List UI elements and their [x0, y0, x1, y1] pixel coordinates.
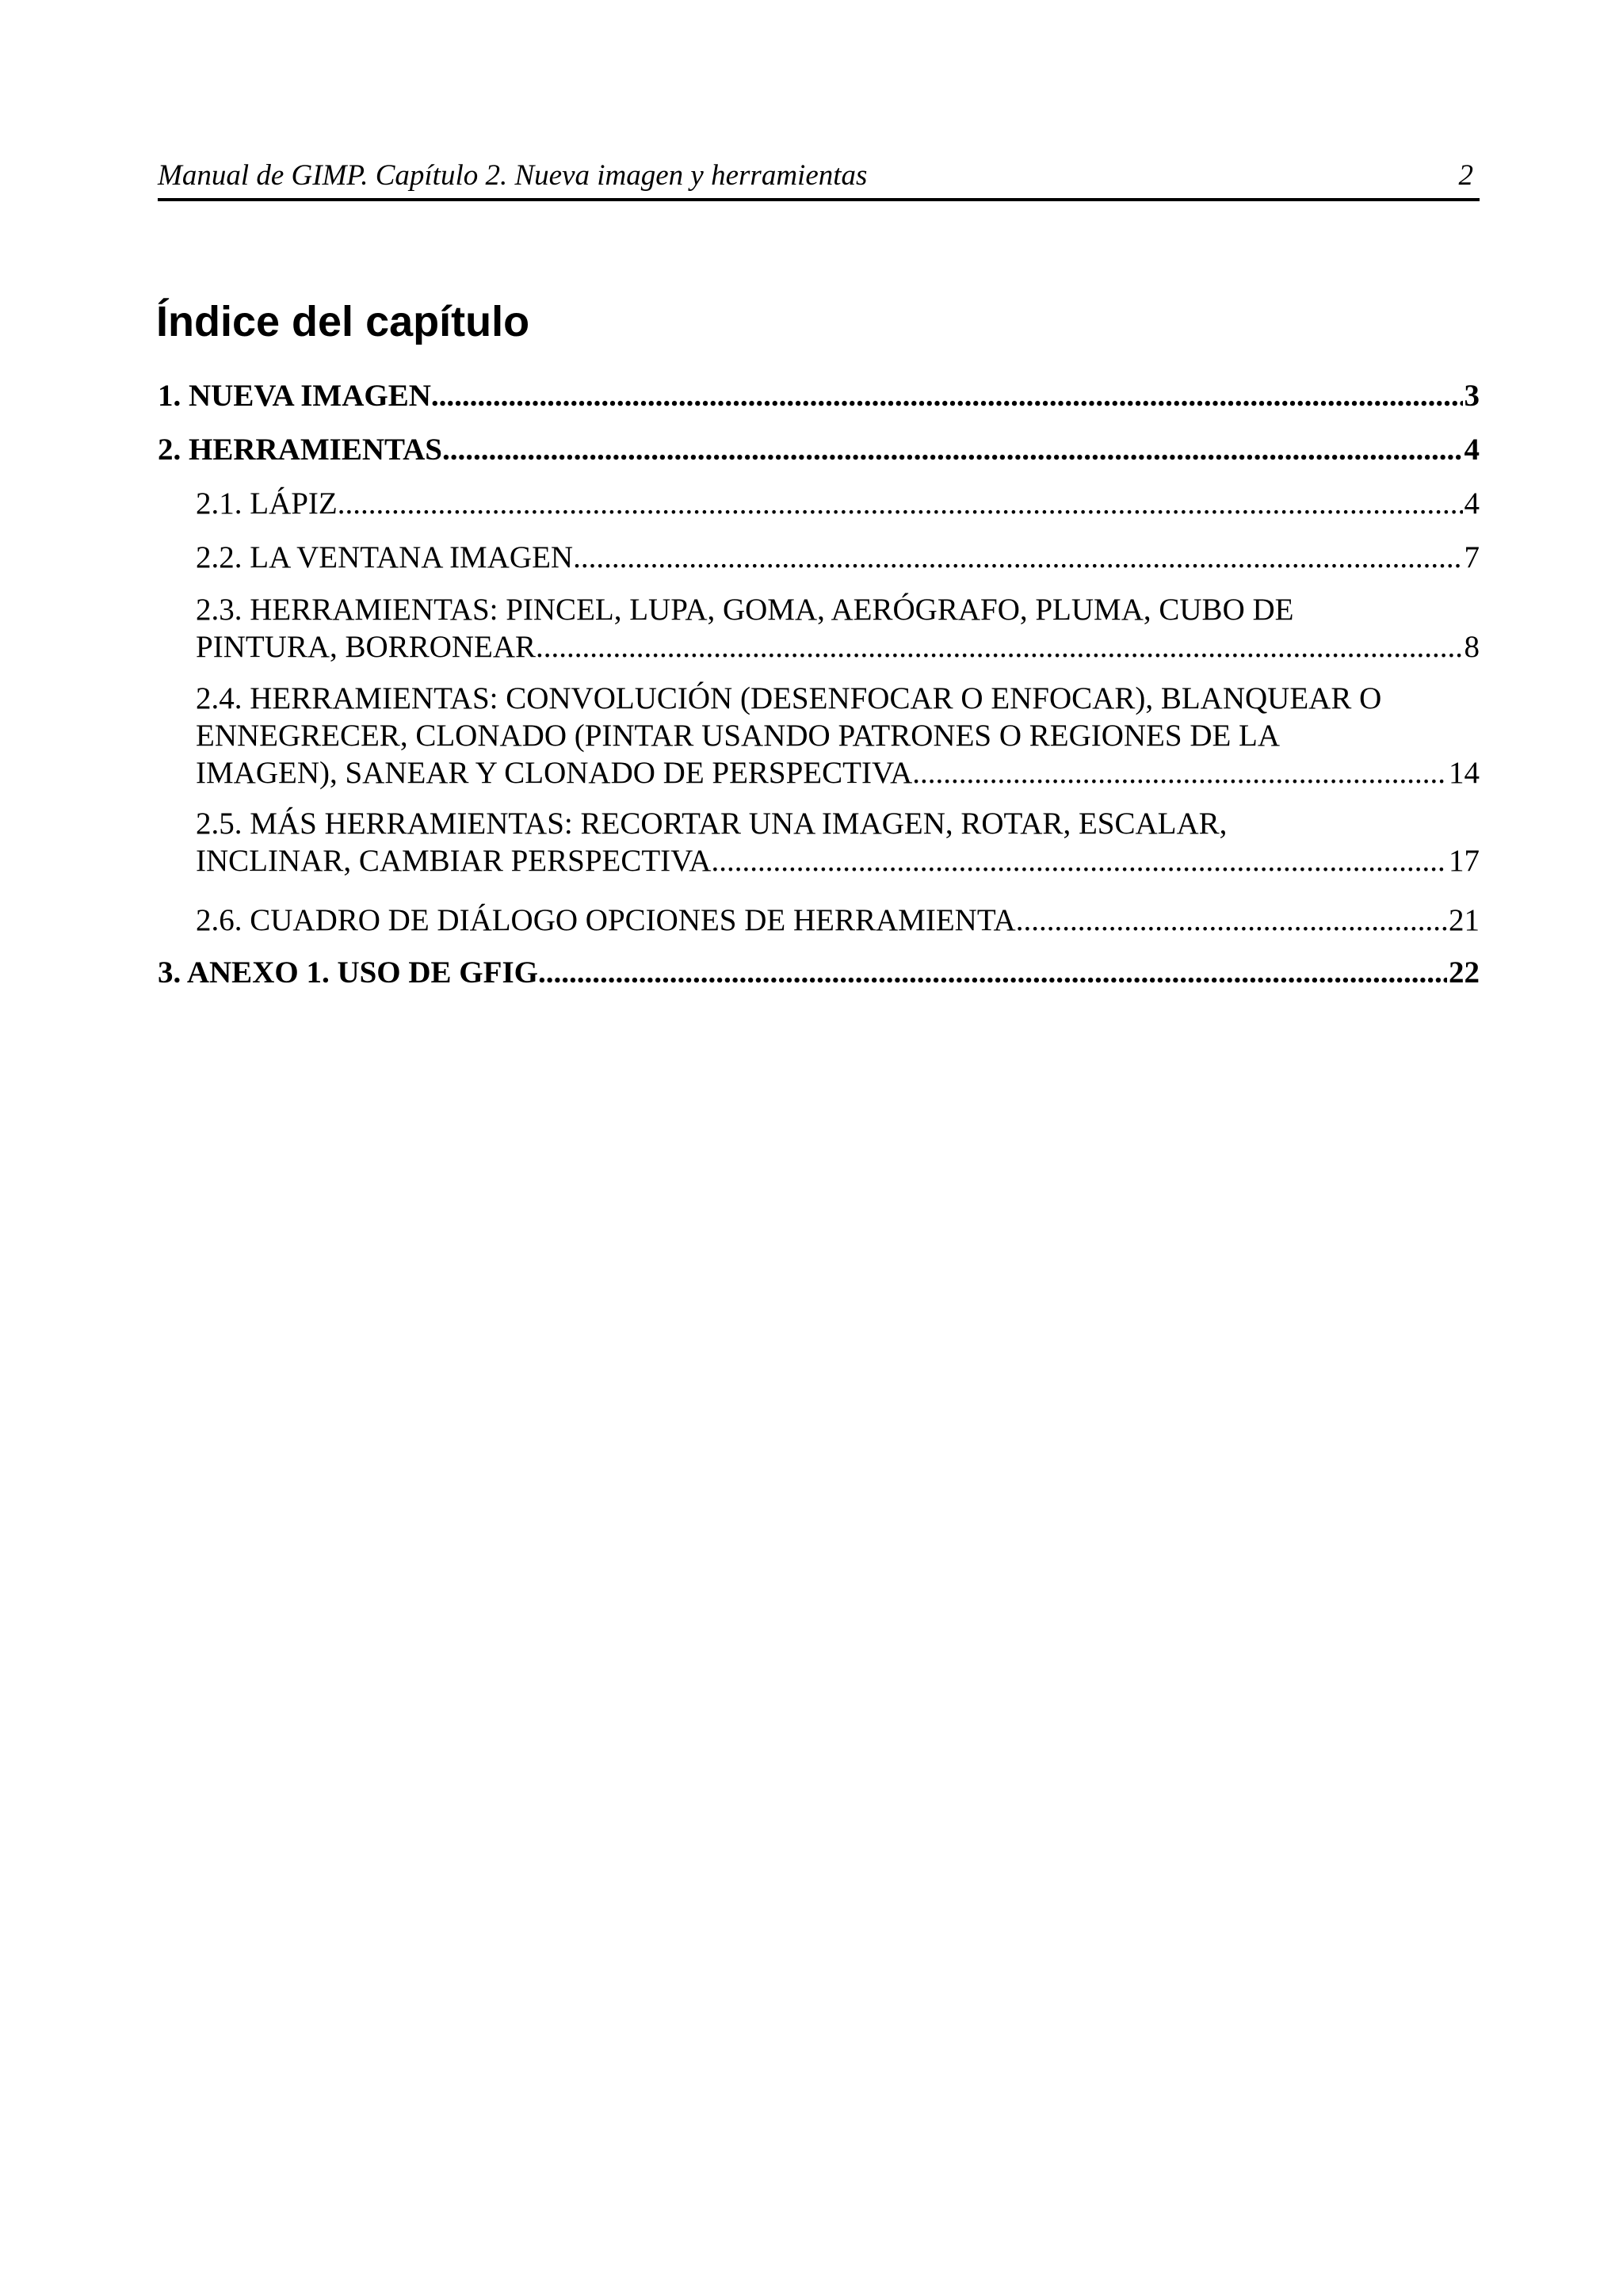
toc-entry-line: [196, 842, 1480, 879]
toc-entry-line: [196, 680, 1480, 717]
toc-entry-title: 2.1. LÁPIZ: [196, 486, 338, 521]
toc-entry-title: 2.4. HERRAMIENTAS: CONVOLUCIÓN (DESENFOCAR O ENFOCAR), BLANQUEAR O: [196, 681, 1382, 715]
toc-entry[interactable]: [196, 805, 1480, 879]
toc-dot-leader: [536, 628, 1462, 666]
toc-entry-title: IMAGEN), SANEAR Y CLONADO DE PERSPECTIVA: [196, 756, 913, 790]
toc-entry[interactable]: [196, 539, 1480, 576]
toc-entry-title: 2.2. LA VENTANA IMAGEN: [196, 540, 574, 574]
toc-page-number: 7: [1464, 540, 1480, 574]
toc-entry-title: 2. HERRAMIENTAS: [158, 433, 442, 467]
toc-dot-leader: [338, 485, 1463, 522]
toc-entry-line: [158, 431, 1480, 468]
toc-page-number: 22: [1449, 955, 1480, 990]
toc-entry-line: [158, 377, 1480, 414]
toc-page-number: 4: [1464, 486, 1480, 521]
toc-dot-leader: [573, 539, 1462, 576]
toc-entry[interactable]: [196, 902, 1480, 939]
toc-dot-leader: [711, 842, 1447, 879]
toc-entry[interactable]: [158, 431, 1480, 468]
toc-entry-line: [196, 717, 1480, 754]
toc-entry-title: 1. NUEVA IMAGEN: [158, 379, 431, 413]
toc-dot-leader: [912, 754, 1447, 791]
toc-entry[interactable]: [196, 485, 1480, 522]
toc-entry-title: INCLINAR, CAMBIAR PERSPECTIVA: [196, 844, 712, 878]
toc-entry[interactable]: [196, 591, 1480, 666]
toc-page-number: 8: [1464, 630, 1480, 664]
toc-page-number: 3: [1464, 379, 1480, 413]
toc-entry-title: PINTURA, BORRONEAR: [196, 630, 537, 664]
toc-entry-title: 2.6. CUADRO DE DIÁLOGO OPCIONES DE HERRAMIENTA: [196, 903, 1016, 937]
toc-entry-line: [196, 628, 1480, 666]
toc-entry-line: [196, 754, 1480, 791]
toc-entry-title: 2.5. MÁS HERRAMIENTAS: RECORTAR UNA IMAGEN, ROTAR, ESCALAR,: [196, 807, 1228, 841]
running-header: [158, 155, 1480, 196]
toc-page-number: 17: [1449, 844, 1480, 878]
toc-entry[interactable]: [158, 954, 1480, 991]
toc-dot-leader: [442, 431, 1463, 468]
toc-page-number: 14: [1449, 756, 1480, 790]
header-title: Manual de GIMP. Capítulo 2. Nueva imagen y herramientas: [158, 159, 868, 192]
header-rule: [158, 198, 1480, 201]
toc-page-number: 21: [1449, 903, 1480, 937]
toc-entry[interactable]: [196, 680, 1480, 791]
toc-entry-line: [196, 805, 1480, 842]
toc-entry-line: [196, 902, 1480, 939]
toc-entry-line: [196, 485, 1480, 522]
toc-entry-line: [196, 539, 1480, 576]
toc-page-number: 4: [1464, 433, 1480, 467]
toc-entry-line: [158, 954, 1480, 991]
header-page-number: 2: [1458, 159, 1473, 192]
toc-entry-line: [196, 591, 1480, 628]
toc-entry[interactable]: [158, 377, 1480, 414]
toc-dot-leader: [1016, 902, 1447, 939]
toc-dot-leader: [431, 377, 1463, 414]
toc-entry-title: 2.3. HERRAMIENTAS: PINCEL, LUPA, GOMA, AERÓGRAFO, PLUMA, CUBO DE: [196, 593, 1294, 627]
toc-dot-leader: [538, 954, 1447, 991]
toc-entry-title: 3. ANEXO 1. USO DE GFIG: [158, 955, 538, 990]
toc-heading: Índice del capítulo: [156, 298, 530, 345]
toc-entry-title: ENNEGRECER, CLONADO (PINTAR USANDO PATRONES O REGIONES DE LA: [196, 719, 1281, 753]
